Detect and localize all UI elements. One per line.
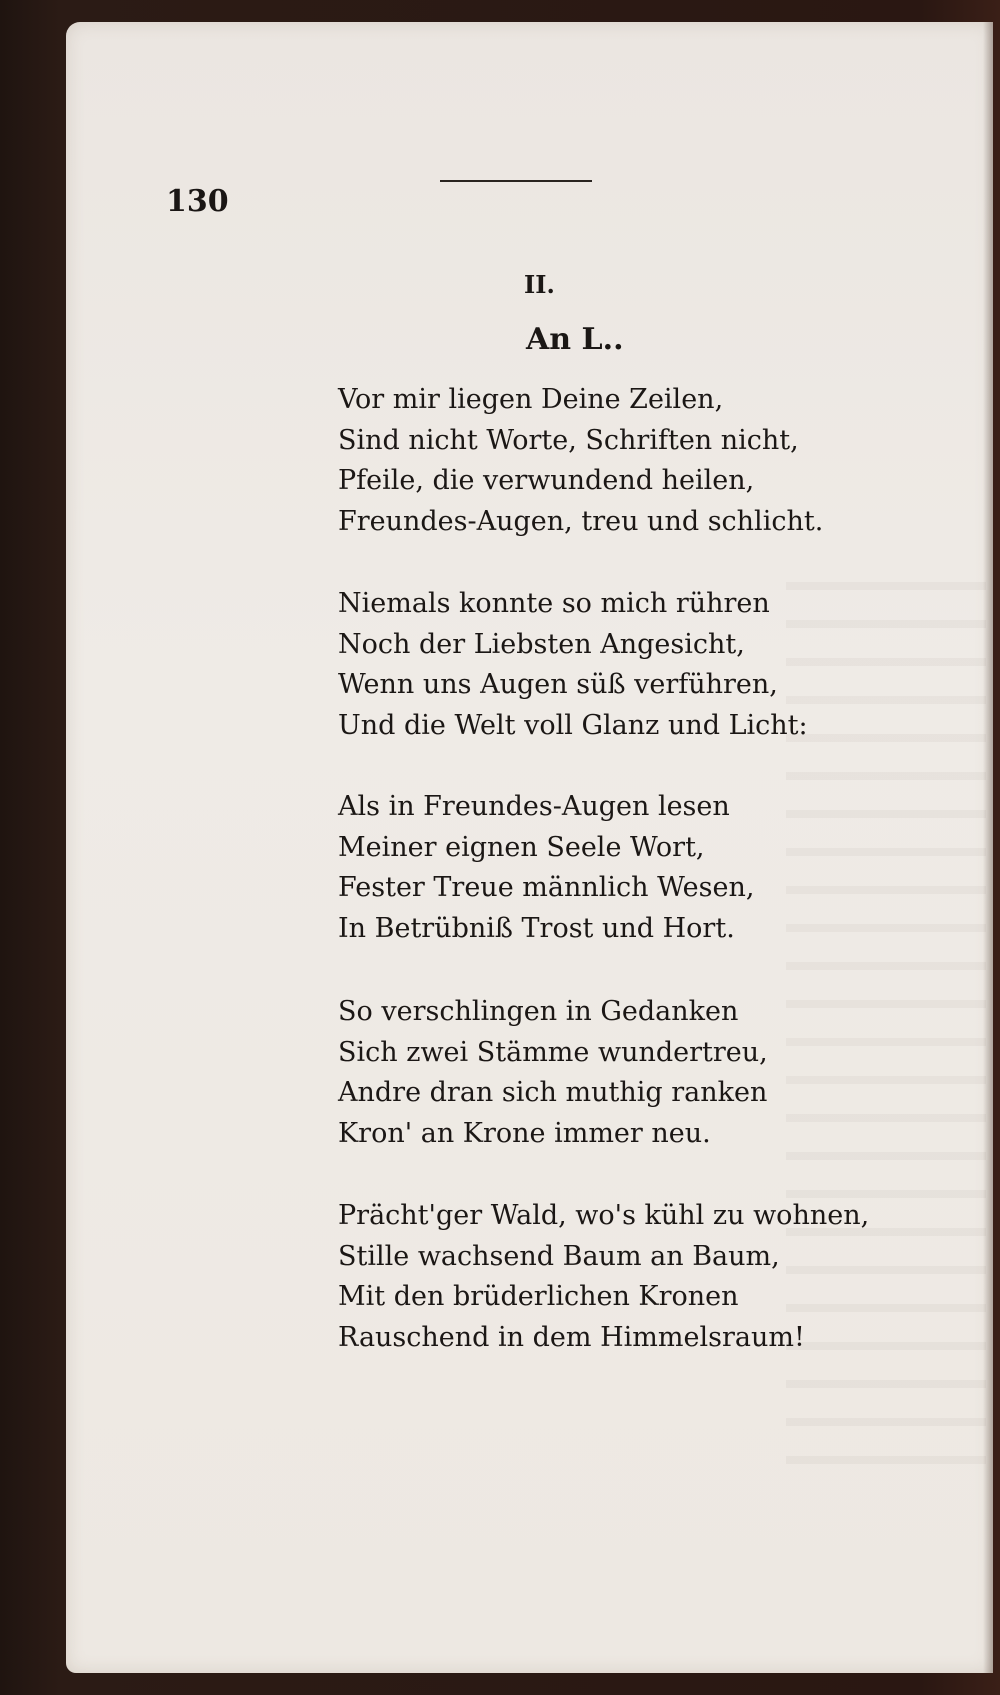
- poem-line: Niemals konnte so mich rühren: [338, 588, 770, 619]
- poem-title: An L..: [526, 322, 624, 357]
- section-number: II.: [524, 270, 555, 299]
- poem-line: Prächt'ger Wald, wo's kühl zu wohnen,: [338, 1200, 870, 1231]
- stanza-2: [338, 584, 838, 746]
- poem-line: Pfeile, die verwundend heilen,: [338, 465, 755, 496]
- poem-line: Fester Treue männlich Wesen,: [338, 872, 755, 903]
- stanza-4: [338, 992, 838, 1154]
- poem-line: Andre dran sich muthig ranken: [338, 1077, 768, 1108]
- poem-line: Noch der Liebsten Angesicht,: [338, 628, 745, 660]
- poem-line: Vor mir liegen Deine Zeilen,: [338, 384, 724, 415]
- poem-line: Stille wachsend Baum an Baum,: [338, 1240, 780, 1272]
- page-number: 130: [166, 184, 229, 219]
- poem-line: Sich zwei Stämme wundertreu,: [338, 1036, 768, 1068]
- header-rule: [440, 180, 592, 182]
- poem-line: In Betrübniß Trost und Hort.: [338, 912, 735, 944]
- poem-line: Freundes-Augen, treu und schlicht.: [338, 505, 824, 537]
- poem-line: Rauschend in dem Himmelsraum!: [338, 1321, 805, 1353]
- poem-line: Als in Freundes-Augen lesen: [338, 791, 730, 822]
- stanza-3: [338, 787, 838, 949]
- poem-line: Sind nicht Worte, Schriften nicht,: [338, 424, 799, 456]
- poem-line: So verschlingen in Gedanken: [338, 996, 739, 1027]
- poem-line: Meiner eignen Seele Wort,: [338, 831, 705, 863]
- poem-line: Kron' an Krone immer neu.: [338, 1117, 711, 1149]
- stanza-1: [338, 380, 838, 542]
- stanza-5: [338, 1196, 870, 1358]
- poem-line: Wenn uns Augen süß verführen,: [338, 669, 778, 700]
- poem-line: Und die Welt voll Glanz und Licht:: [338, 709, 808, 741]
- poem-line: Mit den brüderlichen Kronen: [338, 1281, 739, 1312]
